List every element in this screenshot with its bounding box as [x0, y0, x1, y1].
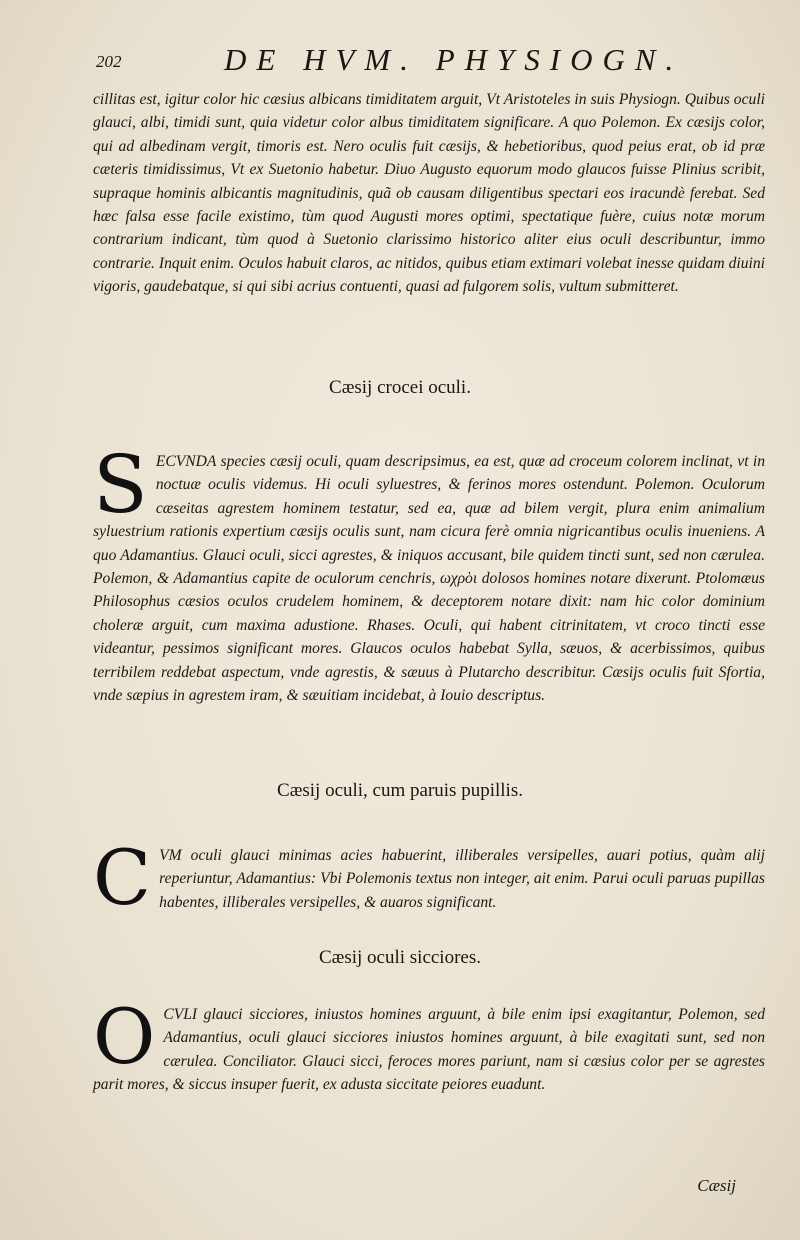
paragraph-intro: cillitas est, igitur color hic cæsius albicans timiditatem arguit, Vt Aristoteles in suis Physiogn. Quibus oculi glauci, albi, timidi sunt, quia videtur color albus timiditatem significare. A quo Polemon. Ex cæsijs color, qui ad albedinam vergit, timoris est. Nero oculis fuit cæsijs, & hebetioribus, quod peius erat, ob id præ cæteris timidissimus, Vt ex Suetonio habetur. Diuo Augusto equorum modo glaucos fuisse Plinius scribit, supraque hominis albicantis magnitudinis, quã ob causam diligentibus spectari eos iracundè ferebat. Sed hæc falsa esse facile existimo, tùm quod Augusti mores optimi, spectatique fuère, cuius notæ morum contrarium indicant, tùm quod à Suetonio clarissimo historico aliter eius oculi describuntur, immo contrarie. Inquit enim. Oculos habuit claros, ac nitidos, quibus etiam extimari volebat inesse quidam diuini vigoris, gaudebatque, si qui sibi acrius contuenti, quasi ad fulgorem solis, vultum submitteret. [93, 91, 765, 296]
catchword: Cæsij [697, 1176, 736, 1195]
paragraph-sicciores-text: CVLI glauci sicciores, iniustos homines arguunt, à bile enim ipsi exagitantur, Polemon, sed Adamantius, oculi glauci sicciores iniustos homines arguunt, à bile exagitati sunt, sed non cærulea. Conciliator. Glauci sicci, feroces mores pariunt, nam si cæsius color per se agrestes parit mores, & siccus insuper fuerit, ex adusta siccitate peiores euadunt. [93, 1006, 765, 1094]
paragraph-crocei-text: ECVNDA species cæsij oculi, quam descripsimus, ea est, quæ ad croceum colorem inclinat, vt in noctuæ oculis videmus. Hi oculi syluestres, & ferinos mores ostendunt. Polemon. Oculorum cæseitas agrestem hominem testatur, sed ea, quæ ad bilem vergit, plura enim animalium syluestrium rationis expertium cæsijs oculis sunt, nam cicura ferè omnia nigricantibus oculis inueniens. A quo Adamantius. Glauci oculi, sicci agrestes, & iniquos accusant, bile quidem tincti sunt, sed non cærulea. Polemon, & Adamantius capite de oculorum cenchris, ωχρὸι dolosos homines notare dixerunt. Ptolomæus Philosophus cæsios oculos crudelem hominem, & deceptorem notare dixit: nam hic color dominium choleræ arguit, cum maxima adustione. Rhases. Oculi, qui habent citrinitatem, vt croco tincti esse videantur, pessimos significant mores. Glaucos oculos habebat Sylla, sæuos, & acerbissimos, quibus terribilem reddebat aspectum, vnde agrestis, & sæuus à Plutarcho describitur. Cæsijs oculis fuit Sfortia, vnde sæpius in agrestem iram, & sæuitiam incidebat, à Iouio descriptus. [93, 453, 765, 705]
paragraph-crocei [93, 438, 765, 707]
page-number: 202 [96, 52, 122, 71]
dropcap-c: C [93, 833, 152, 922]
page-header [96, 42, 716, 82]
paragraph-pupillis [93, 833, 765, 922]
paragraph-pupillis-text: VM oculi glauci minimas acies habuerint, illiberales versipelles, auari potius, quàm alij reperiuntur, Adamantius: Vbi Polemonis textus non integer, ait enim. Parui oculi paruas pupillas habentes, illiberales versipelles, & auaros significant. [159, 847, 765, 911]
dropcap-s: S [93, 438, 148, 531]
paragraph-sicciores [93, 992, 765, 1097]
section-heading-crocei: Cæsij crocei oculi. [329, 377, 471, 398]
dropcap-o: O [93, 992, 156, 1081]
section-heading-sicciores: Cæsij oculi sicciores. [318, 947, 481, 968]
running-title: DE HVM. PHYSIOGN. [224, 42, 684, 77]
section-heading-pupillis: Cæsij oculi, cum paruis pupillis. [277, 780, 523, 801]
